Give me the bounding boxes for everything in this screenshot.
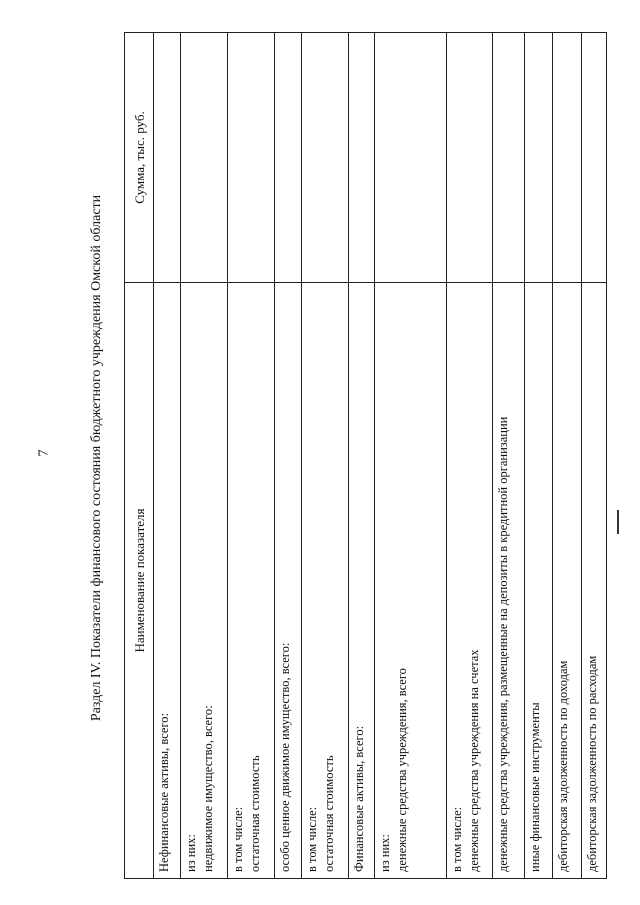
section-title: Раздел IV. Показатели финансового состояния бюджетного учреждения Омской области [89, 194, 104, 722]
row-label [154, 283, 180, 879]
row-label [581, 283, 606, 879]
row-label-line: в том числе: [304, 806, 319, 872]
row-sum[interactable] [581, 33, 606, 283]
table-header-row [125, 33, 154, 879]
row-label-line: дебиторская задолженность по расходам [584, 655, 599, 872]
row-label-line: из них: [183, 834, 198, 872]
row-label [553, 283, 581, 879]
row-label-line: особо ценное движимое имущество, всего: [278, 642, 293, 872]
row-label-line: Нефинансовые активы, всего: [157, 713, 172, 872]
row-label-line: дебиторская задолженность по доходам [556, 660, 571, 872]
row-sum[interactable] [301, 33, 348, 283]
row-label-line: денежные средства учреждения на счетах [466, 649, 481, 872]
row-label [446, 283, 492, 879]
scan-edge-mark [617, 510, 619, 534]
row-sum[interactable] [228, 33, 275, 283]
row-label-line: остаточная стоимость [321, 755, 336, 872]
table-row [446, 33, 492, 879]
row-label-line: из них: [378, 834, 393, 872]
row-label [375, 283, 447, 879]
row-sum[interactable] [553, 33, 581, 283]
row-label [228, 283, 275, 879]
row-label-line: в том числе: [449, 806, 464, 872]
row-sum[interactable] [446, 33, 492, 283]
row-label-line: Финансовые активы, всего: [352, 725, 367, 872]
table-row [553, 33, 581, 879]
row-label-line: в том числе: [231, 806, 246, 872]
row-label-line: недвижимое имущество, всего: [200, 705, 215, 872]
table-row [154, 33, 180, 879]
row-label-line: иные финансовые инструменты [527, 702, 542, 872]
row-sum[interactable] [275, 33, 301, 283]
row-sum[interactable] [375, 33, 447, 283]
table-row [375, 33, 447, 879]
row-sum[interactable] [180, 33, 227, 283]
row-sum[interactable] [349, 33, 375, 283]
row-label [493, 283, 525, 879]
row-label [301, 283, 348, 879]
row-sum[interactable] [493, 33, 525, 283]
header-indicator-name: Наименование показателя [125, 283, 154, 879]
table-row [228, 33, 275, 879]
table-row [180, 33, 227, 879]
page-number: 7 [36, 449, 52, 457]
row-sum[interactable] [154, 33, 180, 283]
row-label-line: остаточная стоимость [248, 755, 263, 872]
table-row [349, 33, 375, 879]
indicators-table-container [124, 33, 607, 879]
row-label [275, 283, 301, 879]
header-sum: Сумма, тыс. руб. [125, 33, 154, 283]
table-row [275, 33, 301, 879]
financial-indicators-table [124, 32, 607, 879]
row-label [349, 283, 375, 879]
table-row [301, 33, 348, 879]
row-label-line: денежные средства учреждения, всего [395, 668, 410, 872]
row-label [180, 283, 227, 879]
row-sum[interactable] [524, 33, 552, 283]
indicators-table-rotated [124, 33, 607, 879]
table-row [493, 33, 525, 879]
row-label-line: денежные средства учреждения, размещенные на депозиты в кредитной организации [496, 416, 511, 872]
table-row [524, 33, 552, 879]
row-label [524, 283, 552, 879]
table-row [581, 33, 606, 879]
